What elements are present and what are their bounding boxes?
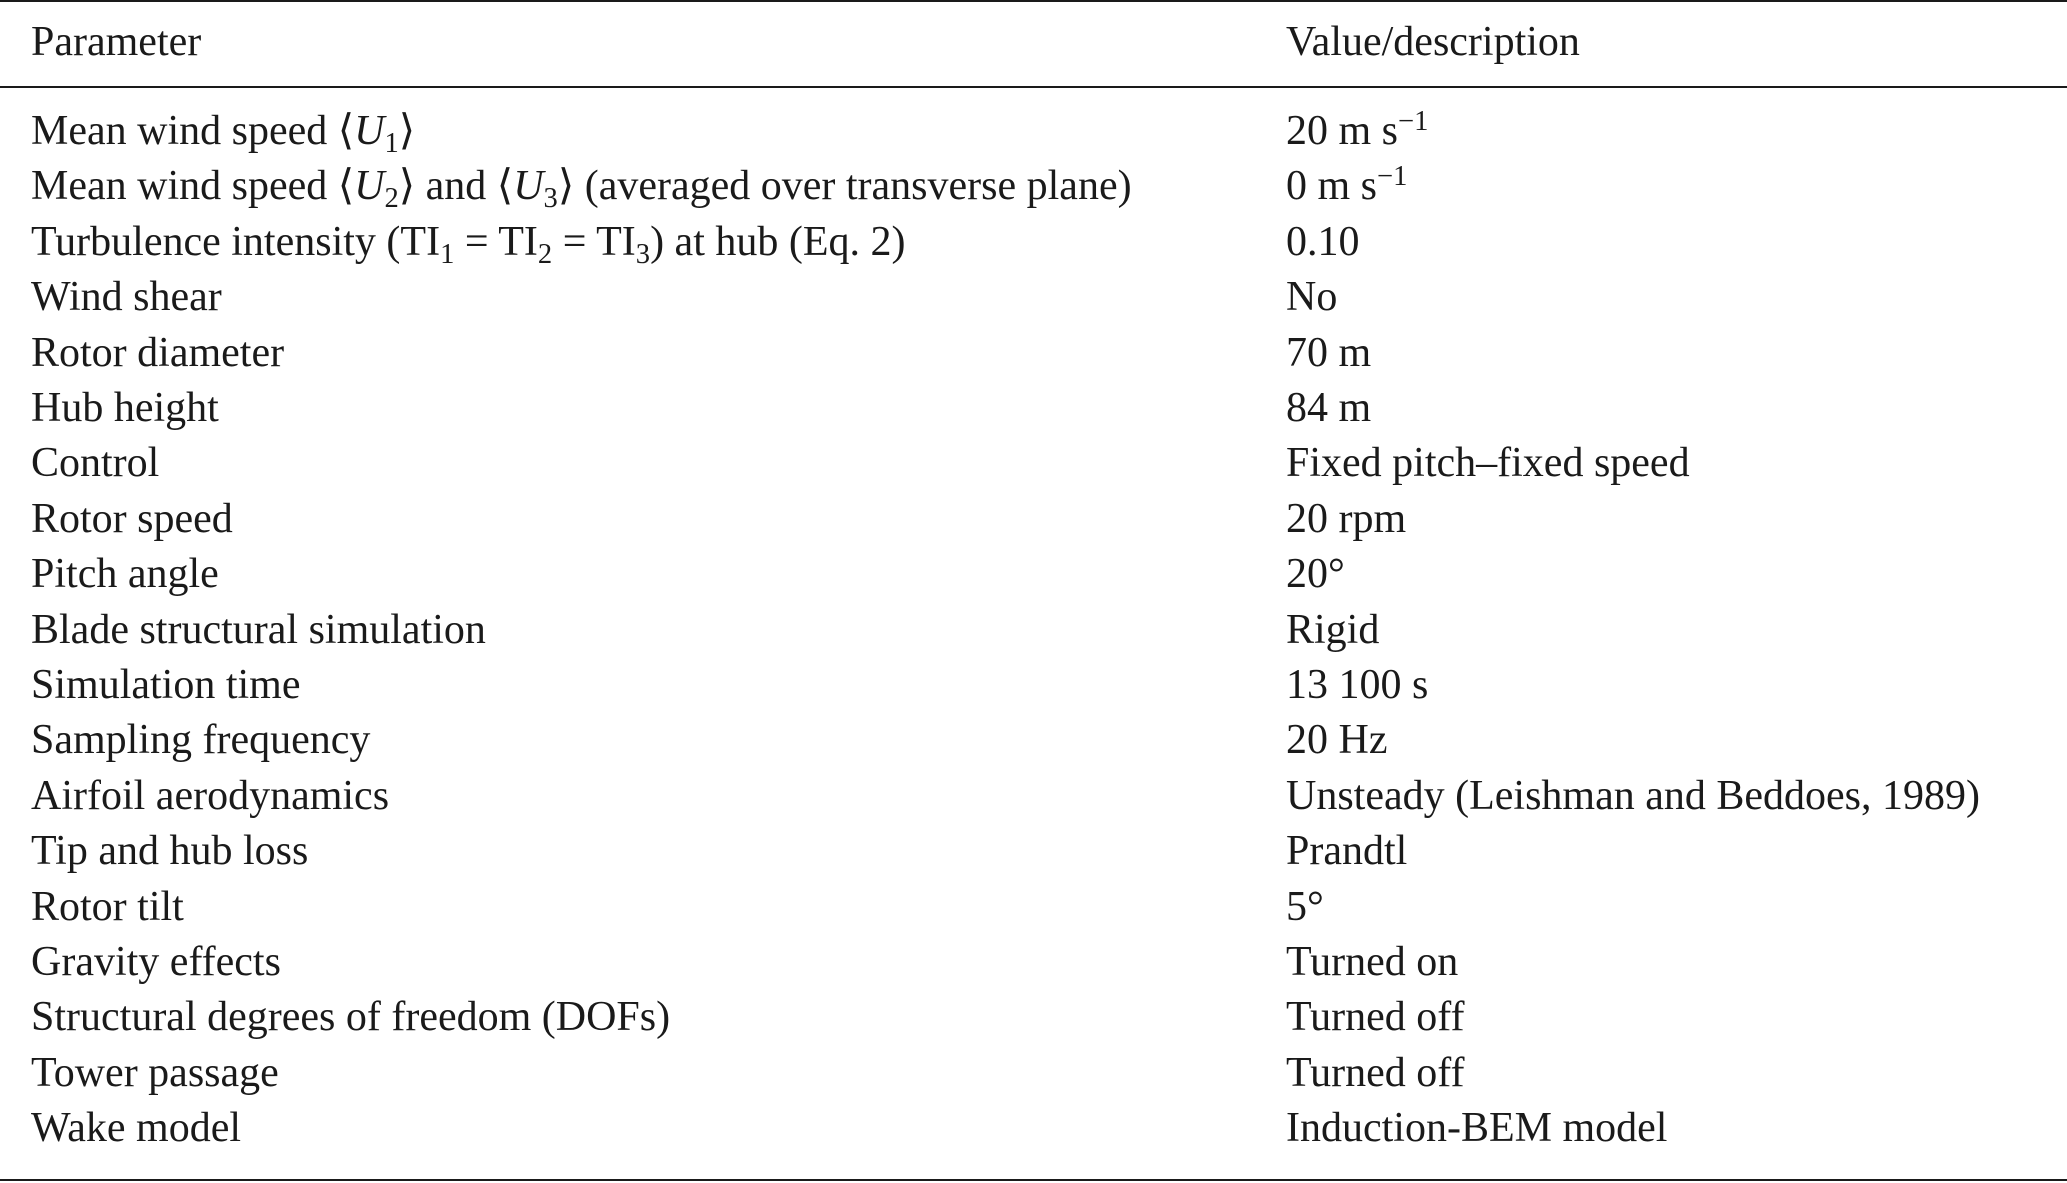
row-value: 70 m (1286, 329, 1372, 376)
row-value: 5° (1286, 883, 1324, 930)
row-value: Induction-BEM model (1286, 1105, 1668, 1152)
row-value: Prandtl (1286, 828, 1408, 875)
row-parameter: Mean wind speed $⟨U_2⟩$ and $⟨U_3⟩$ (averaged over transverse plane) (31, 163, 1132, 215)
row-value: 20 rpm (1286, 495, 1407, 542)
row-parameter: Tower passage (31, 1049, 279, 1096)
row-value: No (1286, 274, 1338, 321)
row-parameter: Rotor speed (31, 495, 233, 542)
row-parameter: Rotor tilt (31, 883, 184, 930)
table-row (0, 769, 2067, 824)
table-row (0, 603, 2067, 658)
row-parameter: Rotor diameter (31, 329, 285, 376)
row-parameter: Airfoil aerodynamics (31, 772, 390, 819)
row-value: 20 m $s^{-1}$ (1286, 105, 1429, 154)
table-row (0, 436, 2067, 491)
table-row (0, 104, 2067, 159)
table-row (0, 658, 2067, 713)
row-value: Turned off (1286, 994, 1465, 1041)
row-value: Turned on (1286, 939, 1459, 985)
table-row (0, 824, 2067, 879)
row-parameter: Wind shear (31, 274, 222, 321)
table-row (0, 159, 2067, 214)
row-parameter: Wake model (31, 1105, 242, 1152)
table-row (0, 880, 2067, 935)
table-row (0, 990, 2067, 1045)
table-row (0, 547, 2067, 602)
row-parameter: Simulation time (31, 662, 301, 708)
row-value: 0 m $s^{-1}$ (1286, 161, 1408, 210)
table-row (0, 1046, 2067, 1101)
table-row (0, 381, 2067, 436)
row-value: Unsteady (Leishman and Beddoes, 1989) (1286, 772, 1981, 819)
row-parameter: Pitch angle (31, 551, 219, 598)
header-value: Value/description (1286, 19, 1580, 65)
table-row (0, 270, 2067, 325)
row-value: 0.10 (1286, 218, 1360, 265)
table-row (0, 1101, 2067, 1156)
header-parameter: Parameter (31, 19, 202, 65)
row-value: 20 Hz (1286, 717, 1388, 764)
table-header-rule (0, 86, 2067, 88)
row-value: Rigid (1286, 606, 1380, 653)
table-header-row (0, 15, 2067, 70)
table-row (0, 935, 2067, 990)
row-value: Turned off (1286, 1049, 1465, 1096)
table-row (0, 215, 2067, 270)
row-parameter: Structural degrees of freedom (DOFs) (31, 994, 671, 1041)
table-bottom-rule (0, 1179, 2067, 1181)
row-parameter: Control (31, 440, 160, 487)
row-parameter: Gravity effects (31, 939, 281, 985)
table-row (0, 492, 2067, 547)
row-value: 84 m (1286, 385, 1372, 431)
row-parameter: Turbulence intensity $(TI_1 = TI_2 = TI_3)$ at hub (Eq. 2) (31, 218, 906, 270)
row-parameter: Hub height (31, 385, 219, 431)
row-parameter: Mean wind speed $⟨U_1⟩$ (31, 108, 416, 159)
table-row (0, 326, 2067, 381)
row-value: 20° (1286, 551, 1345, 598)
table-top-rule (0, 0, 2067, 2)
row-value: 13 100 s (1286, 662, 1429, 708)
row-parameter: Blade structural simulation (31, 606, 486, 653)
table-row (0, 713, 2067, 768)
row-parameter: Tip and hub loss (31, 828, 309, 875)
row-value: Fixed pitch–fixed speed (1286, 440, 1690, 487)
row-parameter: Sampling frequency (31, 717, 371, 764)
